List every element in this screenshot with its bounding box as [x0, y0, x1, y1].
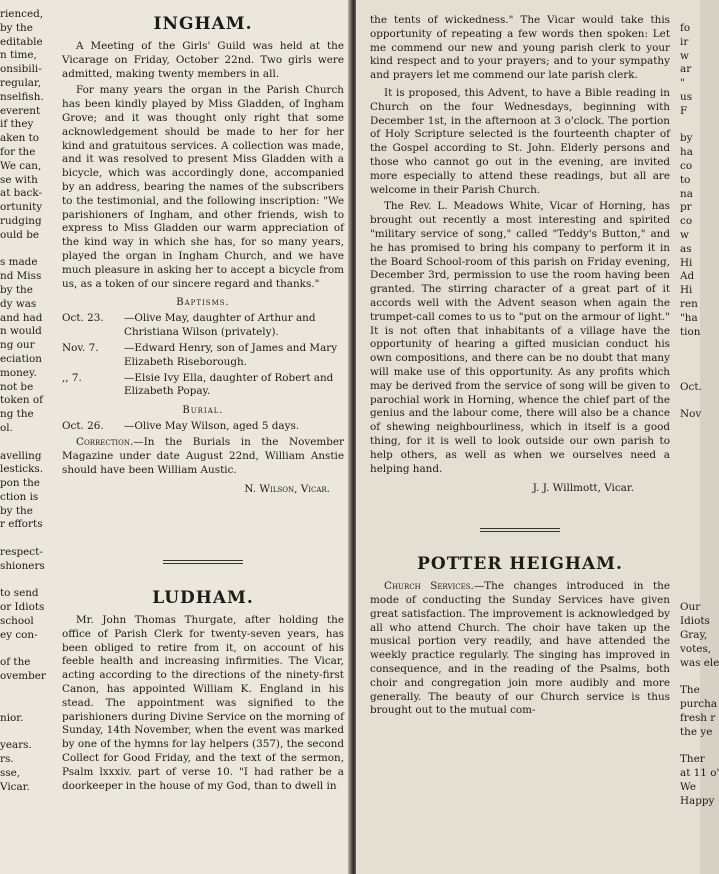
baptism-text: —Olive May, daughter of Arthur and Christiana Wilson (privately).: [124, 312, 316, 339]
left-fragment-line: by the: [0, 21, 33, 34]
left-fragment-line: if they: [0, 118, 34, 131]
right-fragment-line: "ha: [680, 311, 698, 324]
left-fragment-line: ng our: [0, 339, 35, 352]
correction-note: [62, 436, 344, 477]
right-fragment-line: tion: [680, 325, 701, 338]
ingham-para-guild: A Meeting of the Girls' Guild was held at the Vicarage on Friday, October 22nd. Two girls were admitted, making twenty members in all.: [62, 40, 344, 80]
left-fragment-line: eciation: [0, 352, 42, 365]
left-margin-fragment: [0, 8, 44, 794]
left-fragment-line: years.: [0, 739, 32, 752]
burial-entry: [62, 420, 344, 434]
left-fragment-line: or Idiots: [0, 601, 45, 614]
right-fragment-line: us: [680, 90, 693, 103]
correction-label: Correction.: [76, 435, 134, 448]
right-fragment-line: [680, 339, 700, 353]
right-fragment-line: to: [680, 173, 691, 186]
left-fragment-line: [0, 698, 44, 712]
advent-reading-para: It is proposed, this Advent, to have a Bible reading in Church on the four Wednesdays, beginning with December 1st, in the afternoon at 3 o'clock. The portion of Holy Scripture selected is the fourteenth chapter of the Gospel according to St. John. Elderly persons and those who cannot go out in the evening, are invited more especially to attend these readings, but all are welcome in their Parish Church.: [370, 86, 670, 196]
left-fragment-line: dy was: [0, 297, 37, 310]
right-fragment-line: at 11 o': [680, 767, 719, 780]
right-fragment-line: ir: [680, 35, 689, 48]
right-fragment-line: [680, 464, 700, 478]
right-fragment-line: Oct.: [680, 380, 702, 393]
right-fragment-line: co: [680, 215, 693, 228]
left-fragment-line: [0, 436, 44, 450]
right-fragment-line: [680, 532, 700, 546]
left-fragment-line: editable: [0, 35, 43, 48]
right-fragment-line: [680, 670, 700, 684]
right-fragment-line: fresh r: [680, 711, 716, 724]
right-fragment-line: co: [680, 159, 693, 172]
ingham-section: [62, 14, 344, 495]
baptism-text: —Elsie Ivy Ella, daughter of Robert and Elizabeth Popay.: [124, 371, 334, 398]
right-fragment-line: the ye: [680, 725, 713, 738]
baptism-text: —Edward Henry, son of James and Mary Elizabeth Riseborough.: [124, 341, 338, 368]
right-fragment-line: [680, 395, 700, 409]
horning-service-para: The Rev. L. Meadows White, Vicar of Horning, has brought out recently a most interesting and spirited "military service of song," called "Teddy's Button," and he has promised to bring his company to perform it in the Board School-room of this parish on Friday evening, December 3rd, permission to use the room having been granted. The stirring character of a great part of it accords well with the Advent season when again the trumpet-call comes to us to "put on the armour of light." It is not often that inhabitants of a village have the opportunity of hearing a gifted musician conduct his own compositions, and there can be no doubt that many will make use of this opportunity. As any profits which may be derived from the service of song will be given to parochial work in Horning, whence the chief part of the genius and the labour come, there will also be a chance of shewing neighbourliness, which in itself is a good thing, for it is well to look outside our own parish to help others, as well as when we ourselves need a helping hand.: [370, 200, 670, 475]
left-fragment-line: n time,: [0, 49, 37, 62]
ingham-signature: N. Wilson, Vicar.: [244, 483, 330, 496]
left-fragment-line: r efforts: [0, 518, 43, 531]
left-fragment-line: ol.: [0, 421, 13, 434]
left-fragment-line: n would: [0, 325, 42, 338]
right-fragment-line: Our: [680, 601, 701, 614]
right-fragment-line: [680, 422, 700, 436]
left-fragment-line: aken to: [0, 132, 40, 145]
left-fragment-line: of the: [0, 656, 31, 669]
right-fragment-line: [680, 353, 700, 367]
right-page: [356, 0, 719, 874]
left-page: [0, 0, 352, 874]
ludham-title: LUDHAM.: [152, 588, 254, 608]
right-fragment-line: [680, 367, 700, 381]
section-divider: [163, 560, 243, 564]
left-fragment-line: respect-: [0, 546, 43, 559]
left-fragment-line: ng the: [0, 408, 34, 421]
baptism-date: ,, 7.: [62, 371, 82, 384]
church-services-label: Church Services.: [384, 580, 474, 593]
ingham-para-organ: For many years the organ in the Parish Church has been kindly played by Miss Gladden, of Ingham Grove; and it was thought only right that some acknowledgement should be made to her for her kind and gratuitous services. A collection was made, and it was resolved to present Miss Gladden with a bicycle, which was accordingly done, accompanied by an address, bearing the names of the subscribers to the testimonial, and the following inscription: "We parishioners of Ingham, and other friends, wish to express to Miss Gladden our warm appreciation of the kind way in which she has, for so many years, played the organ in Ingham Church, and we have much pleasure in asking her to accept a bicycle from us, as a token of our sincere regard and thanks.": [62, 84, 344, 290]
section-divider-2: [480, 528, 560, 532]
left-fragment-line: everent: [0, 104, 41, 117]
left-fragment-line: ovember: [0, 670, 46, 683]
left-fragment-line: sse,: [0, 766, 21, 779]
right-fragment-line: w: [680, 228, 689, 241]
left-fragment-line: rudging: [0, 214, 42, 227]
left-fragment-line: se with: [0, 173, 38, 186]
right-fragment-line: [680, 546, 700, 560]
right-fragment-line: was ele: [680, 656, 719, 669]
right-fragment-line: pr: [680, 201, 692, 214]
left-fragment-line: shioners: [0, 559, 45, 572]
left-fragment-line: onsibili-: [0, 63, 42, 76]
left-fragment-line: [0, 684, 44, 698]
right-fragment-line: Ther: [680, 753, 705, 766]
left-fragment-line: [0, 643, 44, 657]
left-fragment-line: [0, 243, 44, 257]
right-fragment-line: ar: [680, 63, 692, 76]
left-fragment-line: [0, 532, 44, 546]
left-fragment-line: [0, 725, 44, 739]
baptism-date: Oct. 23.: [62, 312, 104, 325]
left-fragment-line: avelling: [0, 449, 42, 462]
right-fragment-line: [680, 519, 700, 533]
potter-services-para: [370, 580, 670, 718]
ludham-signature-text: J. J. Willmott, Vicar.: [532, 482, 634, 495]
right-column: [370, 14, 670, 721]
right-fragment-line: [680, 588, 700, 602]
left-fragment-line: nd Miss: [0, 270, 42, 283]
left-fragment-line: money.: [0, 366, 37, 379]
burial-text: —Olive May Wilson, aged 5 days.: [124, 420, 300, 433]
left-fragment-line: for the: [0, 145, 36, 158]
left-fragment-line: not be: [0, 380, 34, 393]
baptism-entry: [62, 372, 344, 400]
right-fragment-line: [680, 560, 700, 574]
ingham-title: INGHAM.: [153, 14, 253, 34]
right-fragment-line: The: [680, 684, 700, 697]
left-fragment-line: rienced,: [0, 8, 44, 20]
right-fragment-line: votes,: [680, 642, 712, 655]
left-fragment-line: rs.: [0, 753, 14, 766]
potter-services-text: —The changes introduced in the mode of conducting the Sunday Services have given great satisfaction. The improvement is acknowledged by all who attend Church. The choir have taken up the musical portion very readily, and have attended the weekly practice regularly. The singing has improved in consequence, and in the reading of the Psalms, both choir and congregation join more audibly and more generally. The beauty of our Church service is thus brought out to the mutual com-: [370, 580, 670, 717]
right-fragment-line: [680, 119, 700, 133]
right-fragment-line: We: [680, 780, 696, 793]
right-fragment-line: ha: [680, 146, 693, 159]
correction-text: —In the Burials in the November Magazine under date August 22nd, William Anstie should have been William Austic.: [62, 435, 344, 476]
left-fragment-line: at back-: [0, 187, 42, 200]
baptisms-list: [62, 312, 344, 399]
right-margin-fragment: [680, 22, 719, 808]
burial-date: Oct. 26.: [62, 420, 104, 433]
right-fragment-line: [680, 436, 700, 450]
right-fragment-line: [680, 477, 700, 491]
burial-heading: Burial.: [182, 405, 224, 417]
ludham-section: [62, 560, 344, 796]
left-fragment-line: lesticks.: [0, 463, 44, 476]
right-fragment-line: [680, 574, 700, 588]
right-fragment-line: [680, 450, 700, 464]
left-fragment-line: Vicar.: [0, 780, 30, 793]
left-fragment-line: ey con-: [0, 628, 38, 641]
left-fragment-line: by the: [0, 504, 33, 517]
left-fragment-line: token of: [0, 394, 43, 407]
right-fragment-line: Hi: [680, 284, 693, 297]
left-fragment-line: ction is: [0, 490, 39, 503]
ludham-para-continued: the tents of wickedness." The Vicar would take this opportunity of repeating a few words then spoken: Let me commend our new and young parish clerk to your kind respect and to your prayers; and to your sympathy and prayers let me commend our late parish clerk.: [370, 14, 670, 82]
right-fragment-line: na: [680, 187, 693, 200]
left-fragment-line: pon the: [0, 477, 40, 490]
left-fragment-line: We can,: [0, 159, 42, 172]
left-fragment-line: [0, 574, 44, 588]
left-fragment-line: ortunity: [0, 201, 43, 214]
left-fragment-line: s made: [0, 256, 38, 269]
left-fragment-line: nior.: [0, 711, 24, 724]
right-fragment-line: F: [680, 104, 688, 117]
right-fragment-line: [680, 739, 700, 753]
right-fragment-line: ": [680, 77, 685, 90]
right-fragment-line: Hi: [680, 256, 693, 269]
left-fragment-line: nselfish.: [0, 90, 44, 103]
right-fragment-line: fo: [680, 22, 691, 34]
right-fragment-line: [680, 505, 700, 519]
ludham-para-clerk: Mr. John Thomas Thurgate, after holding the office of Parish Clerk for twenty-seven years, has been obliged to retire from it, on account of his feeble health and increasing infirmities. The Vicar, acting according to the directions of the ninety-first Canon, has appointed William K. England in his stead. The appointment was signified to the parishioners during Divine Service on the morning of Sunday, 14th November, when the event was marked by one of the hymns for lay helpers (357), the second Collect for Good Friday, and the text of the sermon, Psalm lxxxiv. part of verse 10. "I had rather be a doorkeeper in the house of my God, than to dwell in: [62, 614, 344, 792]
left-fragment-line: regular,: [0, 76, 42, 89]
potter-heigham-title: POTTER HEIGHAM.: [417, 554, 623, 575]
right-fragment-line: Idiots: [680, 615, 710, 628]
baptism-date: Nov. 7.: [62, 341, 99, 354]
baptism-entry: [62, 312, 344, 340]
right-fragment-line: w: [680, 49, 689, 62]
left-fragment-line: and had: [0, 311, 43, 324]
right-fragment-line: by: [680, 132, 693, 145]
right-fragment-line: Gray,: [680, 629, 708, 642]
right-fragment-line: [680, 491, 700, 505]
right-fragment-line: Happy: [680, 794, 715, 807]
ludham-signature: [370, 482, 634, 494]
right-fragment-line: Ad: [680, 270, 695, 283]
baptisms-heading: Baptisms.: [176, 297, 230, 309]
left-fragment-line: ould be: [0, 228, 40, 241]
right-fragment-line: Nov: [680, 408, 702, 421]
left-fragment-line: to send: [0, 587, 39, 600]
right-fragment-line: purcha: [680, 698, 718, 711]
left-fragment-line: school: [0, 615, 34, 628]
right-fragment-line: ren: [680, 297, 698, 310]
baptism-entry: [62, 342, 344, 370]
left-fragment-line: by the: [0, 283, 33, 296]
right-fragment-line: as: [680, 242, 692, 255]
